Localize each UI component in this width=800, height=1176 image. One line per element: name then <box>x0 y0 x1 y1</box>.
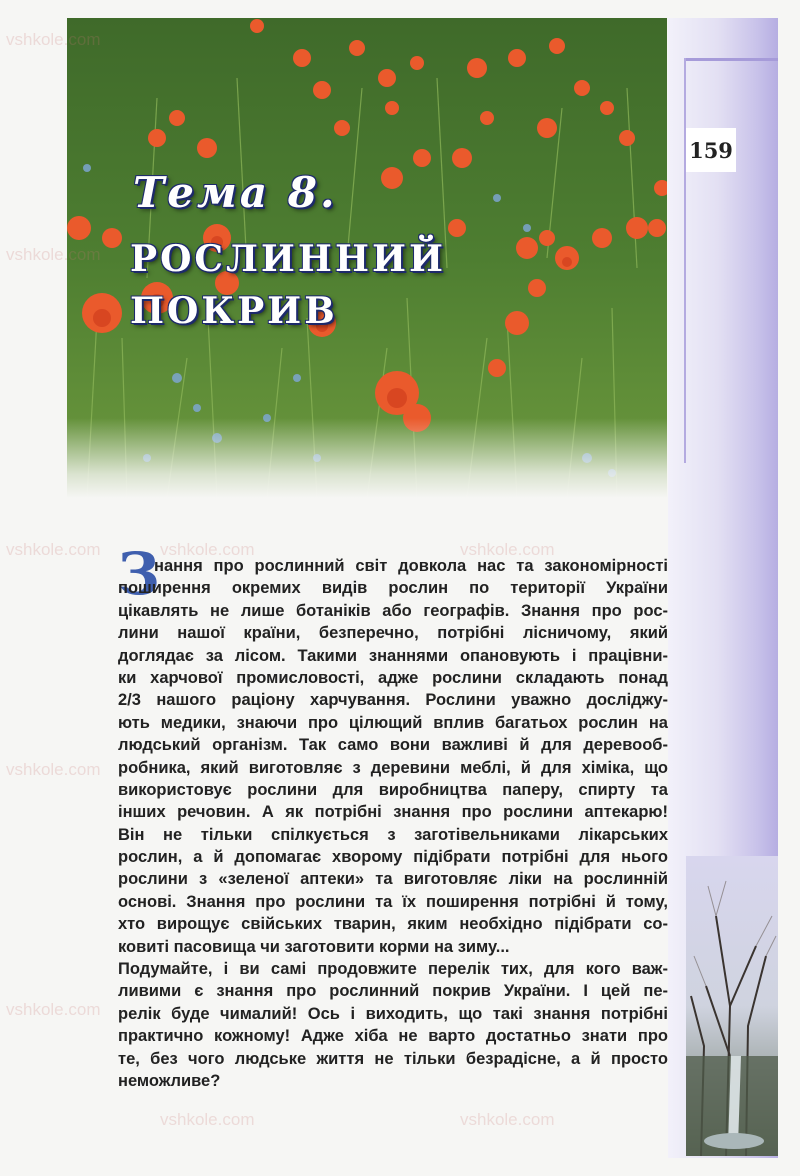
page-number: 159 <box>686 128 736 172</box>
text-line: релік буде чималий! Ось і виходить, що такі знання потрібні <box>118 1004 668 1023</box>
margin-top-rule <box>684 58 778 61</box>
text-line: цікавлять не лише ботаніків або географів. Знання про рос- <box>118 601 668 620</box>
text-line: 2/3 нашого раціону харчування. Рослини уважно досліджу- <box>118 691 668 710</box>
text-line: доглядає за лісом. Такими знаннями опановують і працівни- <box>118 646 668 665</box>
text-line: використовує рослини для виробництва паперу, спирту та <box>118 780 668 799</box>
text-line: інших речовин. А як потрібні знання про рослини аптекарю! <box>118 803 668 822</box>
watermark: vshkole.com <box>6 245 101 264</box>
body-text <box>118 555 668 1092</box>
text-line: хто вирощує свійських тварин, яким необхідно підібрати со- <box>118 915 668 934</box>
text-line: поширення окремих видів рослин по території України <box>118 579 668 598</box>
text-line: Подумайте, і ви самі продовжите перелік тих, для кого важ- <box>118 960 668 979</box>
text-line: неможливе? <box>118 1071 221 1090</box>
winter-forest-photo <box>686 856 778 1156</box>
text-line: людський організм. Так само вони важливі й для деревооб- <box>118 736 668 755</box>
watermark: vshkole.com <box>460 1110 555 1129</box>
text-line: нання про рослинний світ довкола нас та закономірності <box>154 557 668 575</box>
watermark: vshkole.com <box>460 540 555 559</box>
margin-vertical-rule <box>684 58 686 463</box>
text-line: лини нашої країни, безперечно, потрібні лісничому, який <box>118 624 668 643</box>
text-line: рослин, а й допомагає хворому підібрати потрібні для нього <box>118 848 668 867</box>
text-line: робника, який виготовляє з деревини меблі, й для хіміка, що <box>118 758 668 777</box>
text-line: основі. Знання про рослини та їх поширення потрібні й тому, <box>118 892 668 911</box>
theme-label: Тема 8. <box>133 168 338 217</box>
text-line: ки харчової промисловості, адже рослини складають понад <box>118 668 668 687</box>
text-line: ливими є знання про рослинний покрив України. І цей пе- <box>118 982 668 1001</box>
text-line: Він не тільки спілкується з заготівельниками лікарських <box>118 825 668 844</box>
watermark: vshkole.com <box>6 1000 101 1019</box>
text-line: те, без чого людське життя не тільки безрадісне, а й просто <box>118 1049 668 1068</box>
watermark: vshkole.com <box>6 30 101 49</box>
drop-cap: З <box>118 540 160 608</box>
watermark: vshkole.com <box>6 760 101 779</box>
text-line: ковиті пасовища чи заготовити корми на зиму... <box>118 937 510 956</box>
text-line: практично кожному! Адже хіба не варто достатньо знати про <box>118 1027 668 1046</box>
topic-title-line-2: ПОКРИВ <box>130 290 338 332</box>
photo-fade <box>67 418 667 498</box>
topic-title-line-1: РОСЛИННИЙ <box>130 238 446 280</box>
text-line: рослини з «зеленої аптеки» та виготовляє ліки на рослинній <box>118 870 668 889</box>
watermark: vshkole.com <box>160 540 255 559</box>
watermark: vshkole.com <box>6 540 101 559</box>
watermark: vshkole.com <box>160 1110 255 1129</box>
text-line: ють медики, знаючи про цілющий вплив багатьох рослин на <box>118 713 668 732</box>
